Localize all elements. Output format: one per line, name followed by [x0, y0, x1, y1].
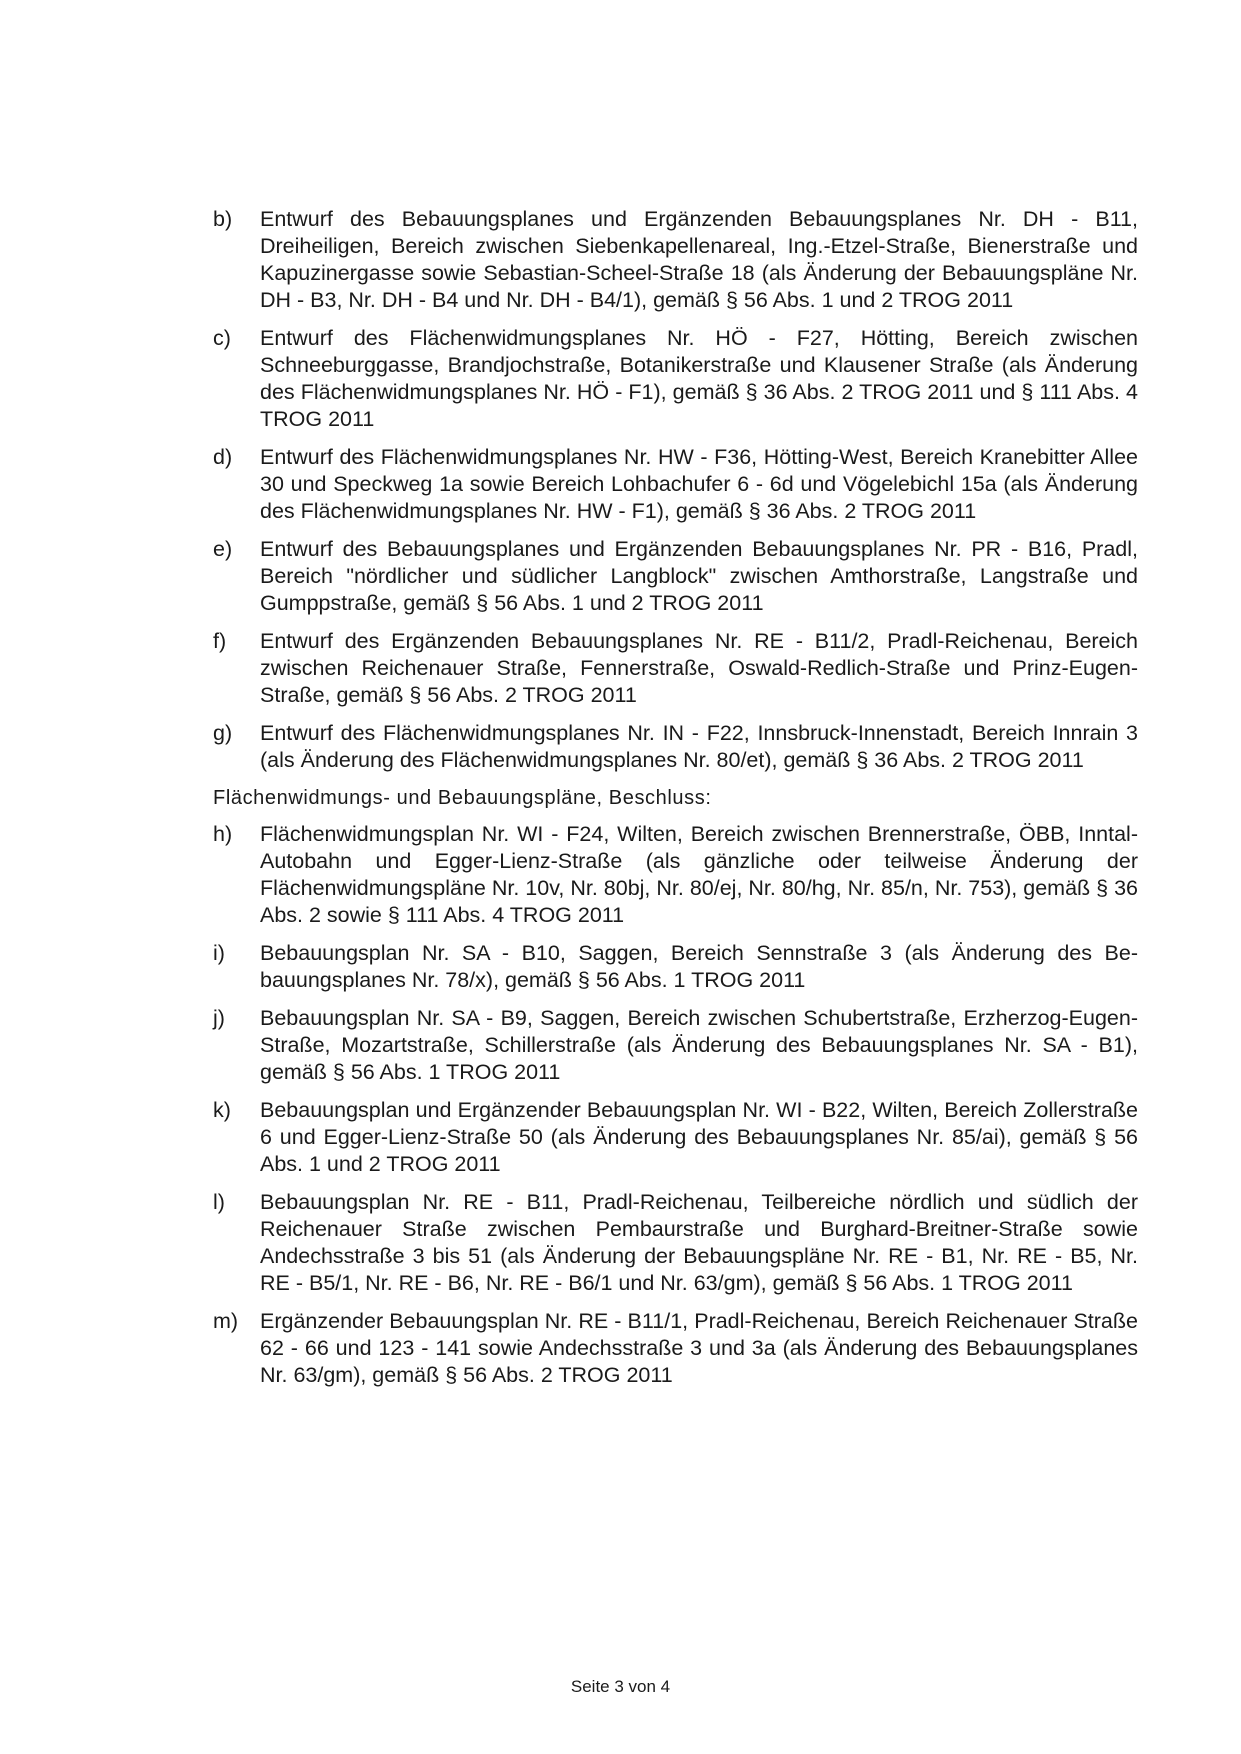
- list-item-c: [213, 325, 1138, 433]
- list-item-text: Entwurf des Flächenwidmungsplanes Nr. HÖ - F27, Hötting, Bereich zwischen Schneeburggasse, Brandjochstraße, Botanikerstraße und Klausener Straße (als Änderung des Flächenwidmungsplanes Nr. HÖ - F1), gemäß § 36 Abs. 2 TROG 2011 und § 111 Abs. 4 TROG 2011: [260, 326, 1138, 431]
- list-marker: m): [213, 1309, 239, 1333]
- list-item-text: Ergänzender Bebauungsplan Nr. RE - B11/1, Pradl-Reichenau, Bereich Reichenauer Straße 62 - 66 und 123 - 141 sowie Andechsstraße 3 und 3a (als Änderung des Bebauungsplanes Nr. 63/gm), gemäß § 56 Abs. 2 TROG 2011: [260, 1309, 1138, 1387]
- list-item-i: [213, 940, 1138, 994]
- list-item-text: Entwurf des Flächenwidmungsplanes Nr. HW - F36, Hötting-West, Bereich Kranebitter Allee 30 und Speckweg 1a sowie Bereich Lohbachufer 6 - 6d und Vögelebichl 15a (als Änderung des Flächenwidmungsplanes Nr. HW - F1), gemäß § 36 Abs. 2 TROG 2011: [260, 445, 1138, 523]
- list-marker: b): [213, 207, 233, 231]
- page-number-footer: Seite 3 von 4: [570, 1677, 671, 1696]
- list-item-text: Entwurf des Bebauungsplanes und Ergänzenden Bebauungsplanes Nr. DH - B11, Dreiheiligen, Bereich zwischen Siebenkapellenareal, Ing.-Etzel-Straße, Bienerstraße und Kapuzinergasse sowie Sebastian-Scheel-Straße 18 (als Änderung der Bebauungspläne Nr. DH - B3, Nr. DH - B4 und Nr. DH - B4/1), gemäß § 56 Abs. 1 und 2 TROG 2011: [260, 207, 1138, 312]
- list-marker: g): [213, 721, 233, 745]
- list-item-text: Entwurf des Ergänzenden Bebauungsplanes Nr. RE - B11/2, Pradl-Reichenau, Bereich zwischen Reichenauer Straße, Fennerstraße, Oswald-Redlich-Straße und Prinz-Eugen-Straße, gemäß § 56 Abs. 2 TROG 2011: [260, 629, 1138, 707]
- list-marker: d): [213, 445, 233, 469]
- list-marker: k): [213, 1098, 231, 1122]
- list-item-j: [213, 1005, 1138, 1086]
- list-marker: f): [213, 629, 227, 653]
- list-item-b: [213, 206, 1138, 314]
- list-item-f: [213, 628, 1138, 709]
- list-item-text: Bebauungsplan Nr. RE - B11, Pradl-Reichenau, Teilbereiche nördlich und südlich der Reichenauer Straße zwischen Pembaurstraße und Burghard-Breitner-Straße sowie Andechsstraße 3 bis 51 (als Änderung der Bebauungspläne Nr. RE - B1, Nr. RE - B5, Nr. RE - B5/1, Nr. RE - B6, Nr. RE - B6/1 und Nr. 63/gm), gemäß § 56 Abs. 1 TROG 2011: [260, 1190, 1138, 1295]
- list-item-text: Entwurf des Bebauungsplanes und Ergänzenden Bebauungsplanes Nr. PR - B16, Pradl, Bereich "nördlicher und südlicher Langblock" zwischen Amthorstraße, Langstraße und Gumppstraße, gemäß § 56 Abs. 1 und 2 TROG 2011: [260, 537, 1138, 615]
- list-item-d: [213, 444, 1138, 525]
- section-heading: Flächenwidmungs- und Bebauungspläne, Beschluss:: [213, 787, 712, 809]
- list-item-text: Bebauungsplan Nr. SA - B10, Saggen, Bereich Sennstraße 3 (als Änderung des Bebauungsplanes Nr. 78/x), gemäß § 56 Abs. 1 TROG 2011: [260, 941, 1138, 992]
- list-item-text: Bebauungsplan und Ergänzender Bebauungsplan Nr. WI - B22, Wilten, Bereich Zollerstraße 6 und Egger-Lienz-Straße 50 (als Änderung des Bebauungsplanes Nr. 85/ai), gemäß § 56 Abs. 1 und 2 TROG 2011: [260, 1098, 1138, 1176]
- list-item-k: [213, 1097, 1138, 1178]
- list-marker: e): [213, 537, 233, 561]
- list-item-e: [213, 536, 1138, 617]
- document-body: [213, 206, 1138, 1400]
- list-marker: l): [213, 1190, 225, 1214]
- list-item-m: [213, 1308, 1138, 1389]
- list-item-text: Bebauungsplan Nr. SA - B9, Saggen, Bereich zwischen Schubertstraße, Erzherzog-Eugen-Straße, Mozartstraße, Schillerstraße (als Änderung des Bebauungsplanes Nr. SA - B1), gemäß § 56 Abs. 1 TROG 2011: [260, 1006, 1138, 1084]
- list-item-text: Flächenwidmungsplan Nr. WI - F24, Wilten, Bereich zwischen Brennerstraße, ÖBB, Inntal-Autobahn und Egger-Lienz-Straße (als gänzliche oder teilweise Änderung der Flächenwidmungspläne Nr. 10v, Nr. 80bj, Nr. 80/ej, Nr. 80/hg, Nr. 85/n, Nr. 753), gemäß § 36 Abs. 2 sowie § 111 Abs. 4 TROG 2011: [260, 822, 1138, 927]
- list-item-g: [213, 720, 1138, 774]
- list-item-h: [213, 821, 1138, 929]
- list-marker: c): [213, 326, 231, 350]
- list-marker: h): [213, 822, 233, 846]
- list-marker: j): [213, 1006, 225, 1030]
- list-marker: i): [213, 941, 225, 965]
- list-item-l: [213, 1189, 1138, 1297]
- list-item-text: Entwurf des Flächenwidmungsplanes Nr. IN - F22, Innsbruck-Innenstadt, Bereich Innrain 3 (als Änderung des Flächenwidmungsplanes Nr. 80/et), gemäß § 36 Abs. 2 TROG 2011: [260, 721, 1138, 772]
